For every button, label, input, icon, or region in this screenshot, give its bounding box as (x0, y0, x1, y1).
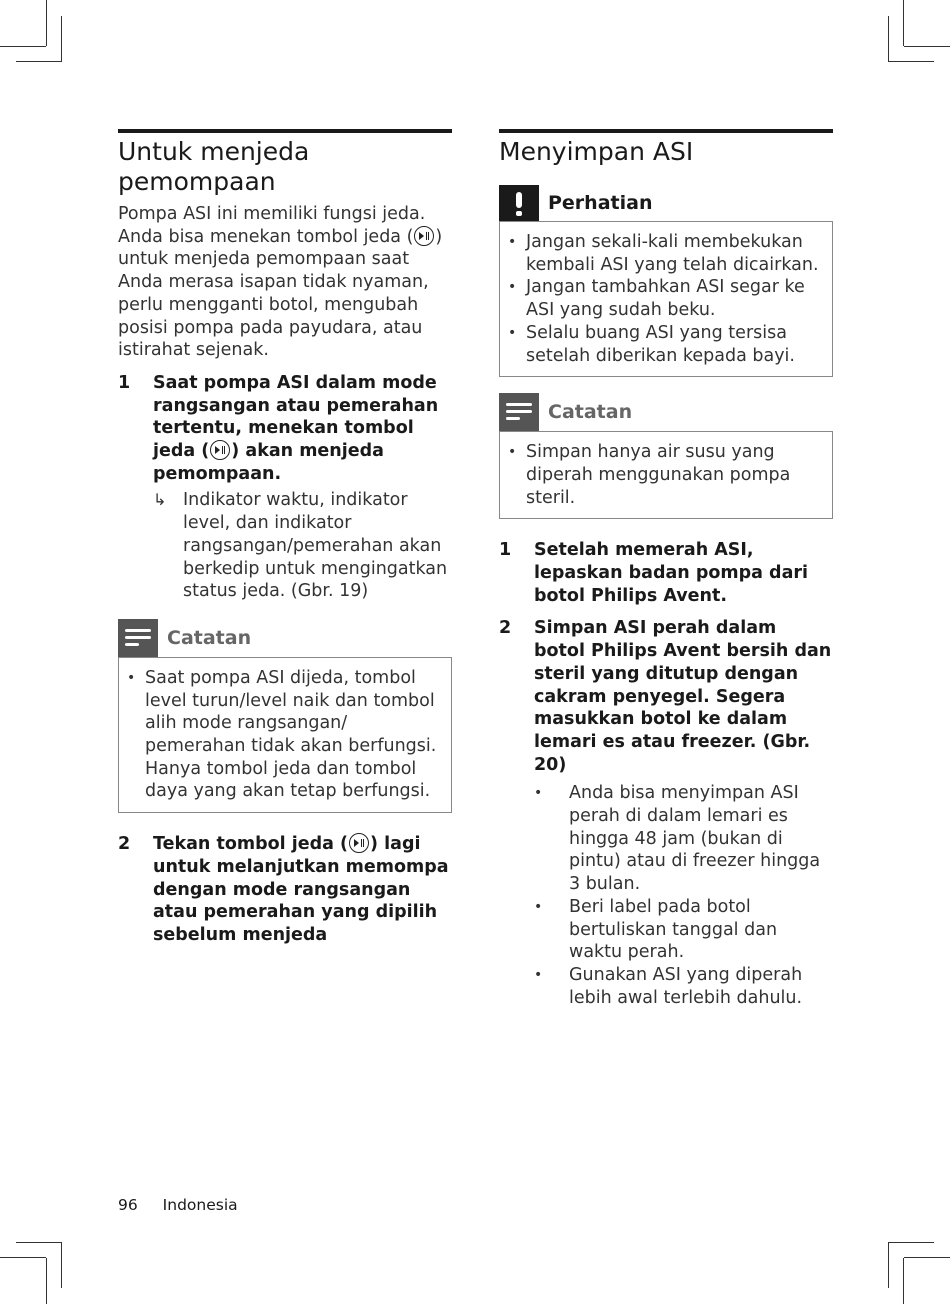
step-text-a: Saat pompa ASI dalam mode rangsangan atau pemerahan tertentu, menekan tombol jeda ( (153, 372, 439, 462)
list-item: • Anda bisa menyimpan ASI perah di dalam lemari es hingga 48 jam (bukan di pintu) atau di freezer hingga 3 bulan. (529, 782, 833, 896)
step-2 (118, 833, 452, 947)
crop-mark (46, 0, 47, 46)
intro-text-b: ) untuk menjeda pemompaan saat Anda merasa isapan tidak nyaman, perlu mengganti botol, mengubah posisi pompa pada payudara, atau istirahat sejenak. (118, 226, 443, 361)
crop-mark (904, 1257, 950, 1258)
list-item: • Jangan sekali-kali membekukan kembali ASI yang telah dicairkan. (508, 231, 824, 276)
step-text: Simpan ASI perah dalam botol Philips Avent bersih dan steril yang ditutup dengan cakram penyegel. Segera masukkan botol ke dalam lemari es atau freezer. (Gbr. 20) (534, 618, 832, 775)
list-item: • Jangan tambahkan ASI segar ke ASI yang sudah beku. (508, 276, 824, 321)
step-number: 2 (499, 618, 512, 639)
step-1 (118, 372, 452, 603)
note-title: Catatan (167, 626, 252, 649)
caution-header (499, 185, 833, 221)
step-2 (499, 617, 833, 776)
list-item-text: Anda bisa menyimpan ASI perah di dalam lemari es hingga 48 jam (bukan di pintu) atau di freezer hingga 3 bulan. (569, 783, 821, 895)
crop-mark (61, 16, 62, 62)
crop-mark (0, 46, 46, 47)
crop-mark (888, 1242, 889, 1288)
crop-mark (888, 16, 889, 62)
play-pause-icon (210, 440, 230, 460)
crop-mark (16, 1242, 62, 1243)
page-number: 96 (118, 1196, 138, 1214)
list-item: • Simpan hanya air susu yang diperah menggunakan pompa steril. (508, 441, 824, 509)
result-text: Indikator waktu, indikator level, dan indikator rangsangan/pemerahan akan berkedip untuk mengingatkan status jeda. (Gbr. 19) (183, 490, 448, 602)
step-number: 1 (118, 372, 131, 393)
intro-text-a: Pompa ASI ini memiliki fungsi jeda. Anda bisa menekan tombol jeda ( (118, 204, 426, 247)
footer-language: Indonesia (162, 1196, 238, 1214)
step-text: Setelah memerah ASI, lepaskan badan pompa dari botol Philips Avent. (534, 540, 809, 606)
step-number: 1 (499, 540, 512, 561)
note-box (118, 619, 452, 813)
note-title: Catatan (548, 401, 633, 424)
crop-mark (888, 61, 934, 62)
left-column (118, 129, 452, 947)
note-body (499, 431, 833, 519)
note-box (499, 393, 833, 519)
crop-mark (903, 0, 904, 46)
note-header (118, 619, 452, 657)
list-item: • Gunakan ASI yang diperah lebih awal terlebih dahulu. (529, 964, 833, 1009)
step-text-b: ) akan menjeda pemompaan. (153, 441, 384, 484)
caution-body (499, 221, 833, 377)
section-rule (118, 129, 452, 133)
note-icon (118, 619, 158, 657)
step-number: 2 (118, 834, 131, 855)
section-heading-storage: Menyimpan ASI (499, 137, 694, 166)
step-text (153, 372, 452, 486)
step-text (153, 833, 452, 947)
note-body (118, 657, 452, 813)
list-item-text: Jangan tambahkan ASI segar ke ASI yang sudah beku. (526, 277, 805, 321)
crop-mark (46, 1258, 47, 1304)
intro-paragraph (118, 203, 452, 362)
step-text-a: Tekan tombol jeda ( (153, 834, 349, 855)
list-item: • Selalu buang ASI yang tersisa setelah diberikan kepada bayi. (508, 322, 824, 367)
caution-box (499, 185, 833, 377)
list-item-text: Gunakan ASI yang diperah lebih awal terlebih dahulu. (569, 964, 803, 1008)
page-footer (118, 1196, 238, 1214)
list-item: • Beri label pada botol bertuliskan tanggal dan waktu perah. (529, 896, 833, 964)
list-item-text: Selalu buang ASI yang tersisa setelah diberikan kepada bayi. (526, 322, 795, 366)
crop-mark (61, 1242, 62, 1288)
section-rule (499, 129, 833, 133)
list-item-text: Simpan hanya air susu yang diperah menggunakan pompa steril. (526, 442, 791, 508)
list-item-text: Saat pompa ASI dijeda, tombol level turun/level naik dan tombol alih mode rangsangan/ pemerahan tidak akan berfungsi. Hanya tombol jeda dan tombol daya yang akan tetap berfungsi. (145, 667, 437, 802)
crop-mark (0, 1257, 46, 1258)
list-item-text: Beri label pada botol bertuliskan tanggal dan waktu perah. (569, 896, 778, 963)
caution-title: Perhatian (548, 192, 653, 214)
step-result (153, 489, 452, 603)
note-header (499, 393, 833, 431)
result-arrow-icon: ↳ (153, 490, 167, 510)
crop-mark (904, 46, 950, 47)
right-column (499, 129, 833, 1009)
list-item-text: Jangan sekali-kali membekukan kembali ASI yang telah dicairkan. (526, 232, 819, 275)
section-heading-pause: Untuk menjeda pemompaan (118, 137, 310, 196)
list-item: • Saat pompa ASI dijeda, tombol level turun/level naik dan tombol alih mode rangsangan/ pemerahan tidak akan berfungsi. Hanya tombol jeda dan tombol daya yang akan tetap berfungsi. (127, 667, 443, 803)
storage-tips-list (499, 782, 833, 1009)
warning-icon (499, 185, 539, 221)
step-text-b: ) lagi untuk melanjutkan memompa dengan mode rangsangan atau pemerahan yang dipilih sebelum menjeda (153, 834, 449, 945)
play-pause-icon (349, 833, 369, 853)
play-pause-icon (414, 226, 434, 246)
crop-mark (903, 1258, 904, 1304)
crop-mark (888, 1242, 934, 1243)
crop-mark (16, 61, 62, 62)
step-1 (499, 539, 833, 607)
note-icon (499, 393, 539, 431)
